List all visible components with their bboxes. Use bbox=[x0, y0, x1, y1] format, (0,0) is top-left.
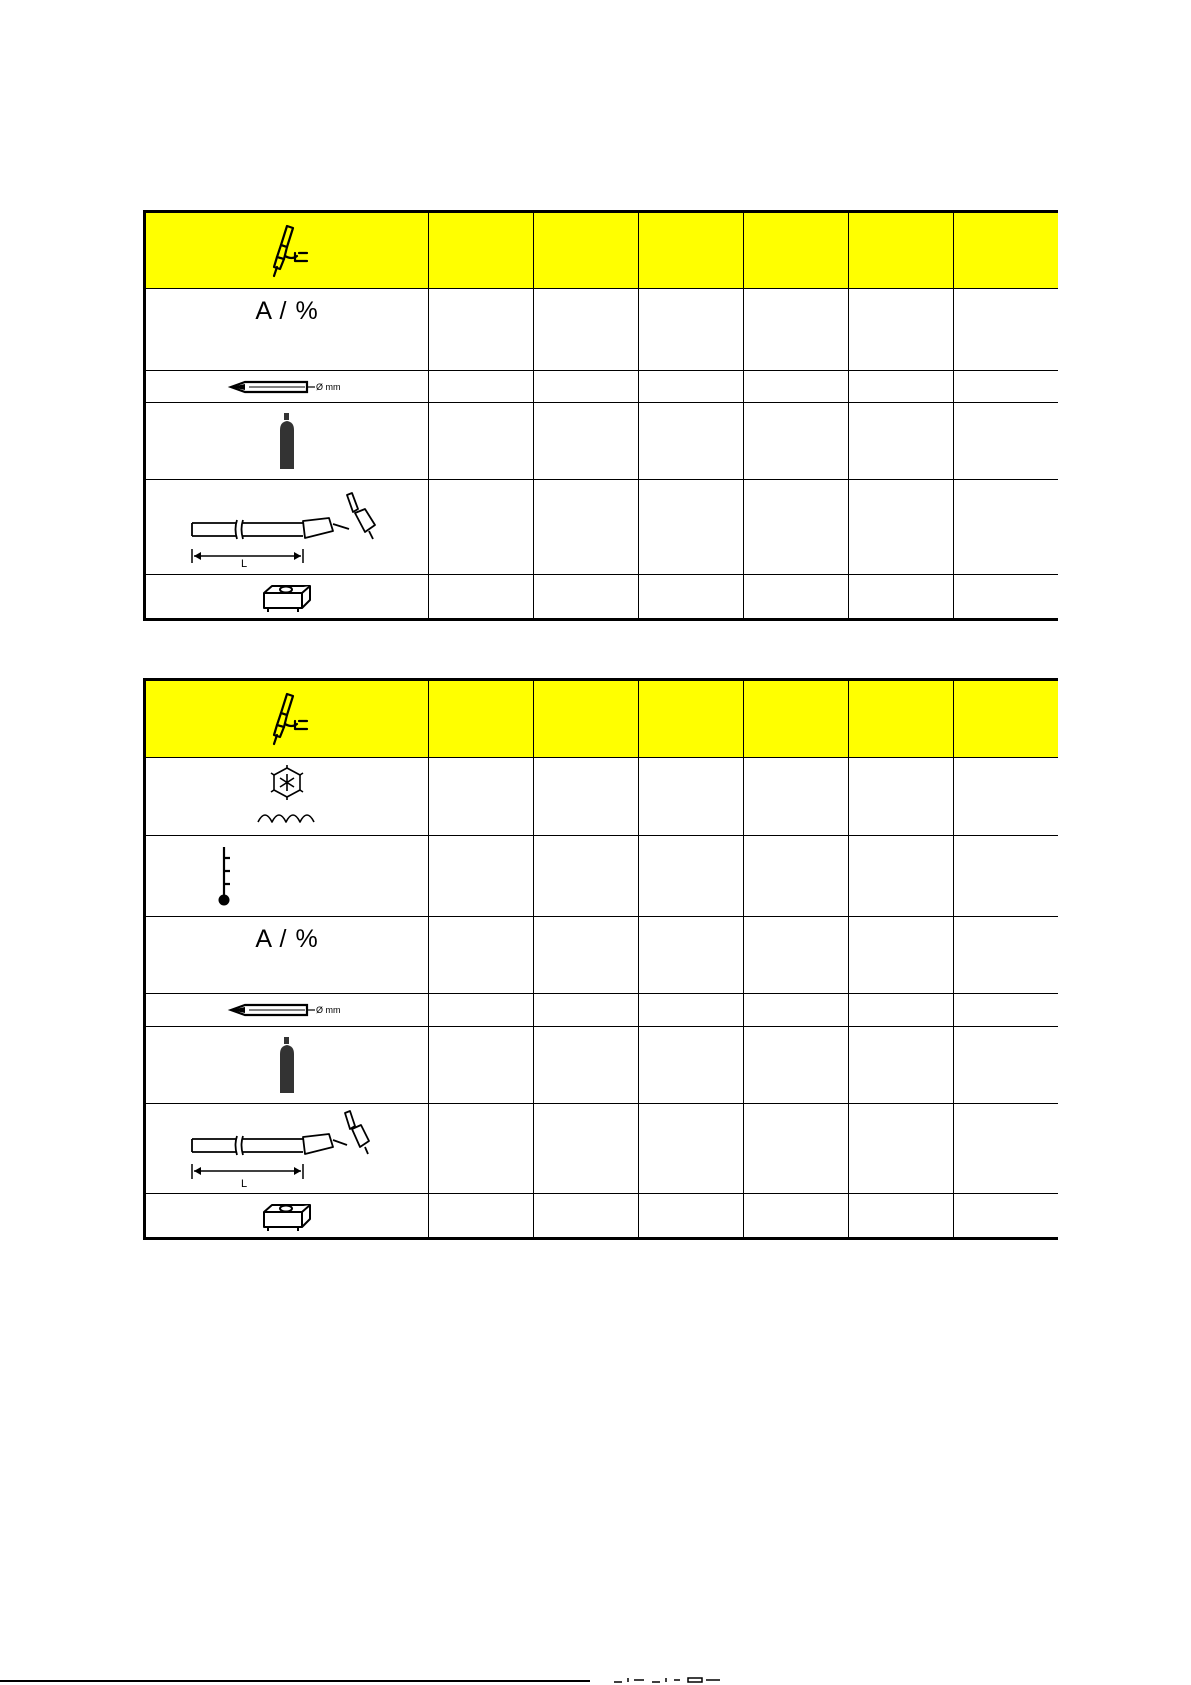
table-header-row bbox=[145, 680, 1059, 758]
table-row bbox=[145, 994, 1059, 1027]
header-icon-cell bbox=[145, 212, 429, 289]
value-cell[interactable] bbox=[744, 1104, 849, 1194]
row-label-cell bbox=[145, 758, 429, 836]
value-cell[interactable] bbox=[744, 758, 849, 836]
value-cell[interactable] bbox=[429, 917, 534, 994]
value-cell[interactable] bbox=[534, 758, 639, 836]
value-cell[interactable] bbox=[954, 994, 1059, 1027]
table-row bbox=[145, 289, 1059, 371]
value-cell[interactable] bbox=[534, 575, 639, 620]
value-cell[interactable] bbox=[429, 758, 534, 836]
table-row bbox=[145, 1194, 1059, 1239]
value-cell[interactable] bbox=[849, 680, 954, 758]
value-cell[interactable] bbox=[849, 403, 954, 480]
value-cell[interactable] bbox=[744, 575, 849, 620]
value-cell[interactable] bbox=[429, 836, 534, 917]
row-label-cell bbox=[145, 403, 429, 480]
value-cell[interactable] bbox=[639, 1194, 744, 1239]
row-label-cell bbox=[145, 1027, 429, 1104]
value-cell[interactable] bbox=[639, 836, 744, 917]
value-cell[interactable] bbox=[429, 1104, 534, 1194]
value-cell[interactable] bbox=[429, 680, 534, 758]
value-cell[interactable] bbox=[639, 917, 744, 994]
header-icon-cell bbox=[145, 680, 429, 758]
table-row bbox=[145, 758, 1059, 836]
value-cell[interactable] bbox=[744, 212, 849, 289]
value-cell[interactable] bbox=[534, 917, 639, 994]
value-cell[interactable] bbox=[429, 403, 534, 480]
table-row bbox=[145, 480, 1059, 575]
electrode-diameter-icon bbox=[227, 378, 347, 396]
value-cell[interactable] bbox=[534, 289, 639, 371]
value-cell[interactable] bbox=[954, 371, 1059, 403]
value-cell[interactable] bbox=[849, 1104, 954, 1194]
value-cell[interactable] bbox=[954, 480, 1059, 575]
value-cell[interactable] bbox=[849, 212, 954, 289]
row-label-cell bbox=[145, 480, 429, 575]
value-cell[interactable] bbox=[534, 212, 639, 289]
value-cell[interactable] bbox=[429, 1194, 534, 1239]
table-row bbox=[145, 917, 1059, 994]
value-cell[interactable] bbox=[954, 680, 1059, 758]
value-cell[interactable] bbox=[639, 994, 744, 1027]
value-cell[interactable] bbox=[954, 836, 1059, 917]
current-duty-label: A / % bbox=[255, 297, 319, 325]
value-cell[interactable] bbox=[849, 371, 954, 403]
value-cell[interactable] bbox=[534, 1194, 639, 1239]
table-row bbox=[145, 1027, 1059, 1104]
value-cell[interactable] bbox=[954, 1027, 1059, 1104]
value-cell[interactable] bbox=[744, 403, 849, 480]
table-row bbox=[145, 836, 1059, 917]
value-cell[interactable] bbox=[849, 1194, 954, 1239]
value-cell[interactable] bbox=[639, 289, 744, 371]
value-cell[interactable] bbox=[849, 917, 954, 994]
row-label-cell bbox=[145, 371, 429, 403]
row-label-cell bbox=[145, 994, 429, 1027]
value-cell[interactable] bbox=[744, 289, 849, 371]
table-row bbox=[145, 1104, 1059, 1194]
value-cell[interactable] bbox=[744, 371, 849, 403]
value-cell[interactable] bbox=[744, 836, 849, 917]
value-cell[interactable] bbox=[954, 758, 1059, 836]
value-cell[interactable] bbox=[429, 371, 534, 403]
footer-rule bbox=[0, 1680, 590, 1682]
value-cell[interactable] bbox=[639, 403, 744, 480]
table-row bbox=[145, 371, 1059, 403]
value-cell[interactable] bbox=[534, 480, 639, 575]
value-cell[interactable] bbox=[534, 1027, 639, 1104]
value-cell[interactable] bbox=[849, 289, 954, 371]
value-cell[interactable] bbox=[534, 371, 639, 403]
gas-cylinder-icon bbox=[277, 1036, 297, 1094]
value-cell[interactable] bbox=[639, 1104, 744, 1194]
length-label: L bbox=[240, 558, 248, 567]
value-cell[interactable] bbox=[639, 1027, 744, 1104]
coolant-icon bbox=[256, 764, 318, 830]
value-cell[interactable] bbox=[534, 403, 639, 480]
spec-table-2 bbox=[143, 678, 1058, 1240]
value-cell[interactable] bbox=[849, 994, 954, 1027]
value-cell[interactable] bbox=[429, 289, 534, 371]
value-cell[interactable] bbox=[849, 1027, 954, 1104]
torch-icon bbox=[265, 691, 309, 747]
value-cell[interactable] bbox=[954, 1104, 1059, 1194]
row-label-cell bbox=[145, 917, 429, 994]
value-cell[interactable] bbox=[744, 1027, 849, 1104]
footer-marks bbox=[612, 1677, 722, 1683]
electrode-diameter-icon bbox=[227, 1001, 347, 1019]
value-cell[interactable] bbox=[744, 680, 849, 758]
value-cell[interactable] bbox=[954, 403, 1059, 480]
value-cell[interactable] bbox=[639, 212, 744, 289]
value-cell[interactable] bbox=[429, 1027, 534, 1104]
value-cell[interactable] bbox=[849, 836, 954, 917]
value-cell[interactable] bbox=[429, 212, 534, 289]
value-cell[interactable] bbox=[744, 994, 849, 1027]
value-cell[interactable] bbox=[849, 758, 954, 836]
row-label-cell bbox=[145, 1104, 429, 1194]
thermometer-icon bbox=[206, 844, 366, 908]
value-cell[interactable] bbox=[534, 1104, 639, 1194]
value-cell[interactable] bbox=[744, 480, 849, 575]
value-cell[interactable] bbox=[744, 917, 849, 994]
spec-table-1 bbox=[143, 210, 1058, 621]
row-label-cell bbox=[145, 575, 429, 620]
value-cell[interactable] bbox=[429, 994, 534, 1027]
torch-cable-length-icon bbox=[187, 1109, 387, 1189]
value-cell[interactable] bbox=[429, 575, 534, 620]
value-cell[interactable] bbox=[954, 917, 1059, 994]
torch-icon bbox=[265, 223, 309, 279]
value-cell[interactable] bbox=[639, 371, 744, 403]
row-label-cell bbox=[145, 289, 429, 371]
row-label-cell bbox=[145, 1194, 429, 1239]
torch-cable-length-icon bbox=[187, 487, 387, 567]
value-cell[interactable] bbox=[534, 994, 639, 1027]
table-row bbox=[145, 575, 1059, 620]
value-cell[interactable] bbox=[639, 575, 744, 620]
value-cell[interactable] bbox=[639, 680, 744, 758]
connector-icon bbox=[260, 580, 314, 614]
value-cell[interactable] bbox=[534, 836, 639, 917]
value-cell[interactable] bbox=[954, 575, 1059, 620]
value-cell[interactable] bbox=[639, 480, 744, 575]
length-label: L bbox=[240, 1177, 248, 1189]
gas-cylinder-icon bbox=[277, 412, 297, 470]
value-cell[interactable] bbox=[744, 1194, 849, 1239]
row-label-cell bbox=[145, 836, 429, 917]
value-cell[interactable] bbox=[534, 680, 639, 758]
value-cell[interactable] bbox=[639, 758, 744, 836]
electrode-unit: Ø mm bbox=[316, 1005, 341, 1015]
table-row bbox=[145, 403, 1059, 480]
value-cell[interactable] bbox=[429, 480, 534, 575]
connector-icon bbox=[260, 1199, 314, 1233]
electrode-unit: Ø mm bbox=[316, 381, 341, 392]
current-duty-label: A / % bbox=[255, 925, 319, 953]
value-cell[interactable] bbox=[954, 289, 1059, 371]
value-cell[interactable] bbox=[954, 1194, 1059, 1239]
value-cell[interactable] bbox=[849, 575, 954, 620]
value-cell[interactable] bbox=[849, 480, 954, 575]
value-cell[interactable] bbox=[954, 212, 1059, 289]
table-header-row bbox=[145, 212, 1059, 289]
